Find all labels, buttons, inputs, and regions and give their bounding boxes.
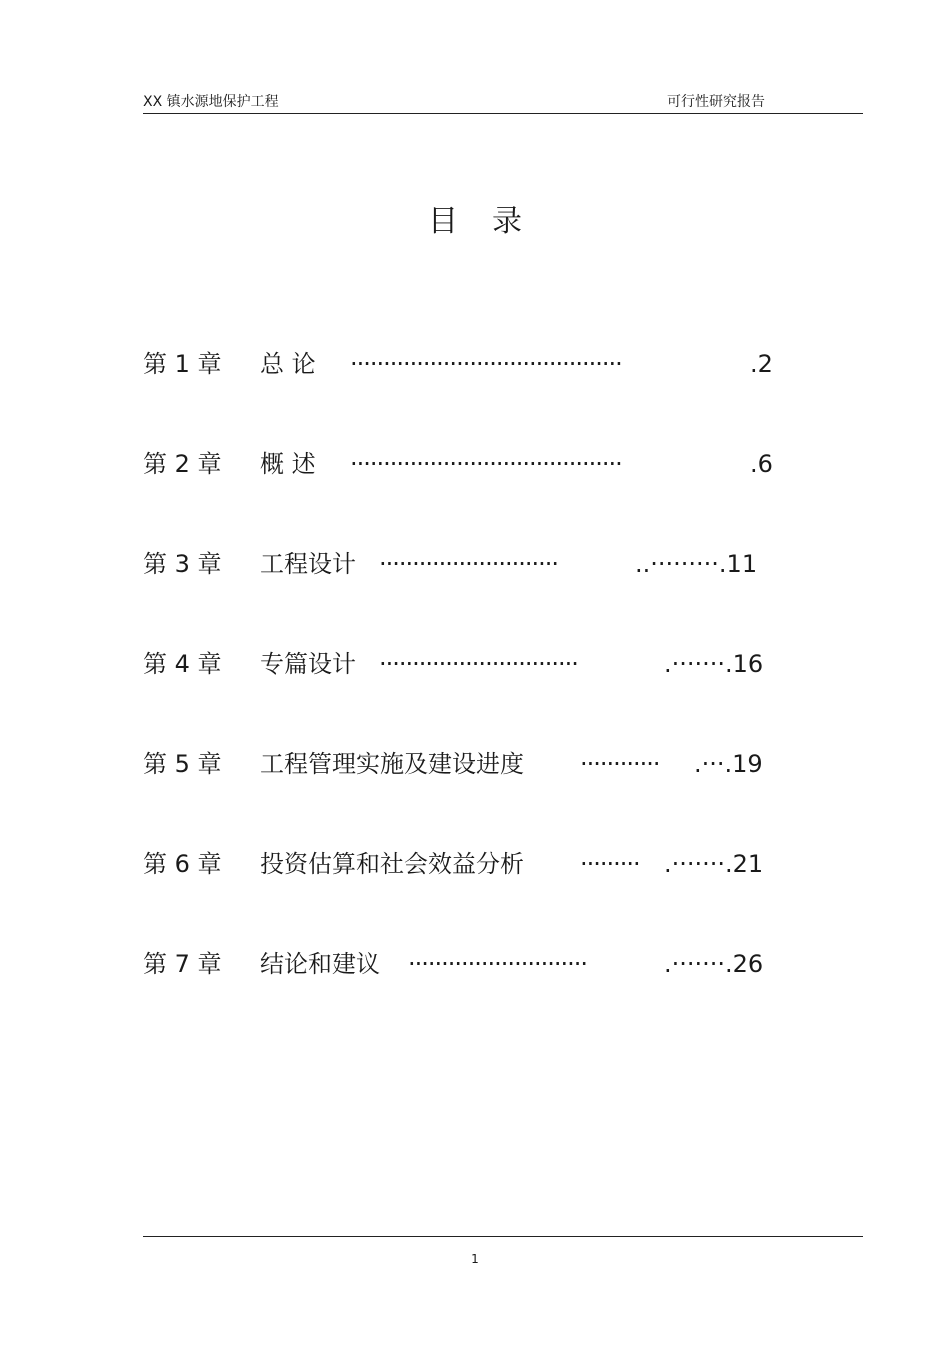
toc-leader-dots: ············ <box>580 750 660 778</box>
toc-chapter-title: 工程设计 <box>260 550 356 578</box>
toc-chapter-number: 第 2 章 <box>143 450 222 478</box>
toc-entry-5[interactable] <box>143 744 803 844</box>
toc-leader-dots: ········································· <box>350 450 622 478</box>
toc-page-number: .2 <box>750 350 773 378</box>
header-project-name: XX 镇水源地保护工程 <box>143 94 279 110</box>
toc-leader-dots: ··························· <box>379 550 558 578</box>
toc-entry-4[interactable] <box>143 644 803 744</box>
toc-entry-1[interactable] <box>143 344 803 444</box>
toc-entry-7[interactable] <box>143 944 803 1044</box>
toc-chapter-number: 第 6 章 <box>143 850 222 878</box>
toc-title: 目录 <box>428 204 556 239</box>
toc-page-number: ..·········.11 <box>635 550 758 578</box>
toc-leader-dots: ········································· <box>350 350 622 378</box>
toc-leader-dots: ··························· <box>408 950 587 978</box>
toc-chapter-title: 概 述 <box>260 450 316 478</box>
header-report-type: 可行性研究报告 <box>667 94 765 110</box>
toc-chapter-title: 结论和建议 <box>260 950 380 978</box>
toc-chapter-number: 第 3 章 <box>143 550 222 578</box>
toc-page-number: .6 <box>750 450 773 478</box>
table-of-contents <box>143 344 803 1044</box>
toc-chapter-number: 第 1 章 <box>143 350 222 378</box>
toc-page-number: .·······.26 <box>664 950 764 978</box>
toc-chapter-number: 第 7 章 <box>143 950 222 978</box>
toc-leader-dots: ········· <box>580 850 640 878</box>
toc-page-number: .·······.21 <box>664 850 764 878</box>
toc-entry-3[interactable] <box>143 544 803 644</box>
toc-chapter-number: 第 4 章 <box>143 650 222 678</box>
footer-divider <box>143 1236 863 1237</box>
toc-chapter-number: 第 5 章 <box>143 750 222 778</box>
page-header <box>143 88 863 114</box>
toc-chapter-title: 专篇设计 <box>260 650 356 678</box>
toc-leader-dots: ······························ <box>379 650 578 678</box>
toc-entry-6[interactable] <box>143 844 803 944</box>
toc-page-number: .···.19 <box>694 750 763 778</box>
toc-chapter-title: 工程管理实施及建设进度 <box>260 750 524 778</box>
toc-entry-2[interactable] <box>143 444 803 544</box>
page-number: 1 <box>471 1252 479 1266</box>
toc-page-number: .·······.16 <box>664 650 764 678</box>
toc-chapter-title: 投资估算和社会效益分析 <box>260 850 524 878</box>
toc-chapter-title: 总 论 <box>260 350 316 378</box>
